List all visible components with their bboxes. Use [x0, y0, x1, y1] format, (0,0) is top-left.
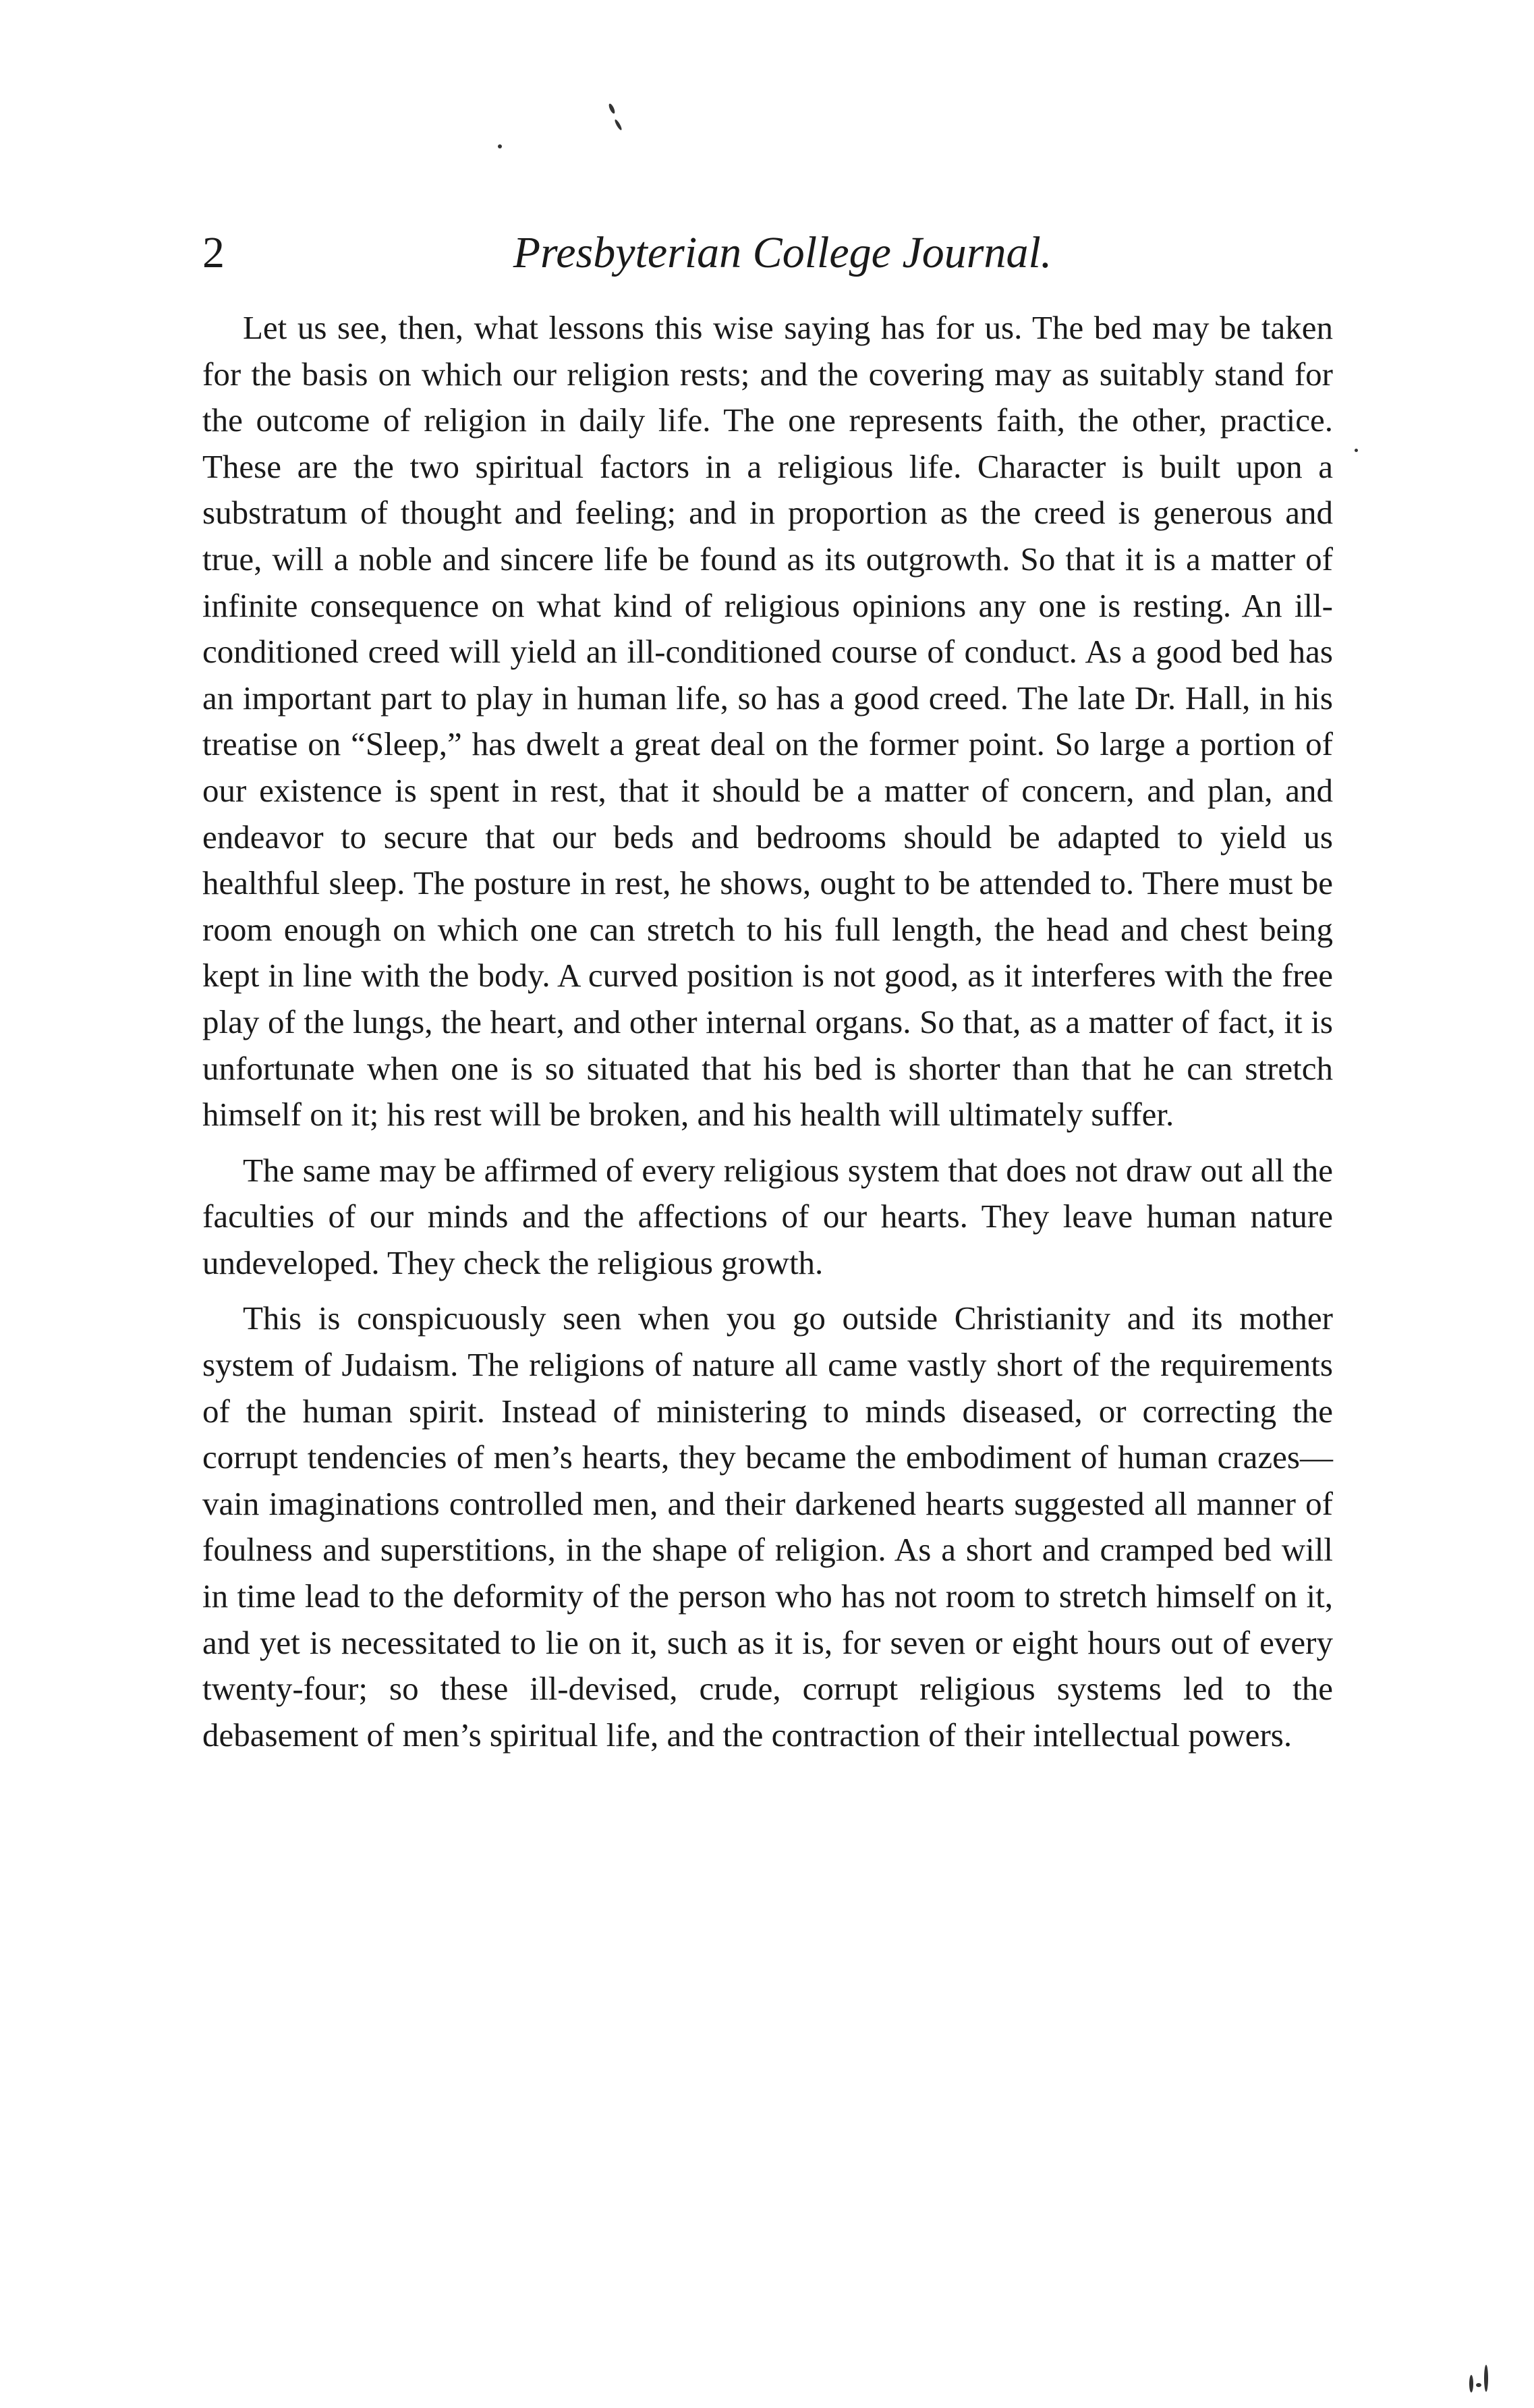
scan-mark: [1469, 2375, 1473, 2392]
scan-speck: [1355, 449, 1358, 452]
scan-speck: [498, 144, 502, 148]
paragraph: Let us see, then, what lessons this wise saying has for us. The bed may be taken for the basis on which our religion rests; and the covering may as suitably stand for the outcome of religion in daily life. The one represents faith, the other, practice. These are the two spiritual factors in a religious life. Character is built upon a substratum of thought and feeling; and in proportion as the creed is generous and true, will a noble and sincere life be found as its outgrowth. So that it is a matter of infinite consequence on what kind of religious opinions any one is resting. An ill-conditioned creed will yield an ill-conditioned course of conduct. As a good bed has an important part to play in human life, so has a good creed. The late Dr. Hall, in his treatise on “Sleep,” has dwelt a great deal on the former point. So large a portion of our existence is spent in rest, that it should be a matter of concern, and plan, and endeavor to secure that our beds and bedrooms should be adapted to yield us healthful sleep. The posture in rest, he shows, ought to be attended to. There must be room enough on which one can stretch to his full length, the head and chest being kept in line with the body. A curved position is not good, as it interferes with the free play of the lungs, the heart, and other internal organs. So that, as a matter of fact, it is unfortunate when one is so situated that his bed is shorter than that he can stretch himself on it; his rest will be broken, and his health will ultimately suffer.: [202, 309, 1333, 1133]
body-text: [202, 305, 1333, 1758]
paragraph: The same may be affirmed of every religious system that does not draw out all the faculties of our minds and the affections of our hearts. They leave human nature undeveloped. They check the religious growth.: [202, 1151, 1333, 1281]
paragraph: This is conspicuously seen when you go outside Christianity and its mother system of Judaism. The religions of nature all came vastly short of the requirements of the human spirit. Instead of ministering to minds diseased, or correcting the corrupt tendencies of men’s hearts, they became the embodiment of human crazes—vain imaginations controlled men, and their darkened hearts suggested all manner of foulness and superstitions, in the shape of religion. As a short and cramped bed will in time lead to the deformity of the person who has not room to stretch himself on it, and yet is necessitated to lie on it, such as it is, for seven or eight hours out of every twenty-four; so these ill-devised, crude, corrupt religious systems led to the debasement of men’s spiritual life, and the contraction of their intellectual powers.: [202, 1299, 1333, 1754]
page-header: [202, 216, 1336, 290]
running-head: Presbyterian College Journal.: [513, 228, 1052, 277]
scan-speck: [608, 103, 616, 114]
scan-speck: [614, 119, 623, 131]
page-number: 2: [202, 228, 225, 277]
scan-mark: [1484, 2365, 1488, 2392]
scan-mark: [1476, 2383, 1481, 2387]
